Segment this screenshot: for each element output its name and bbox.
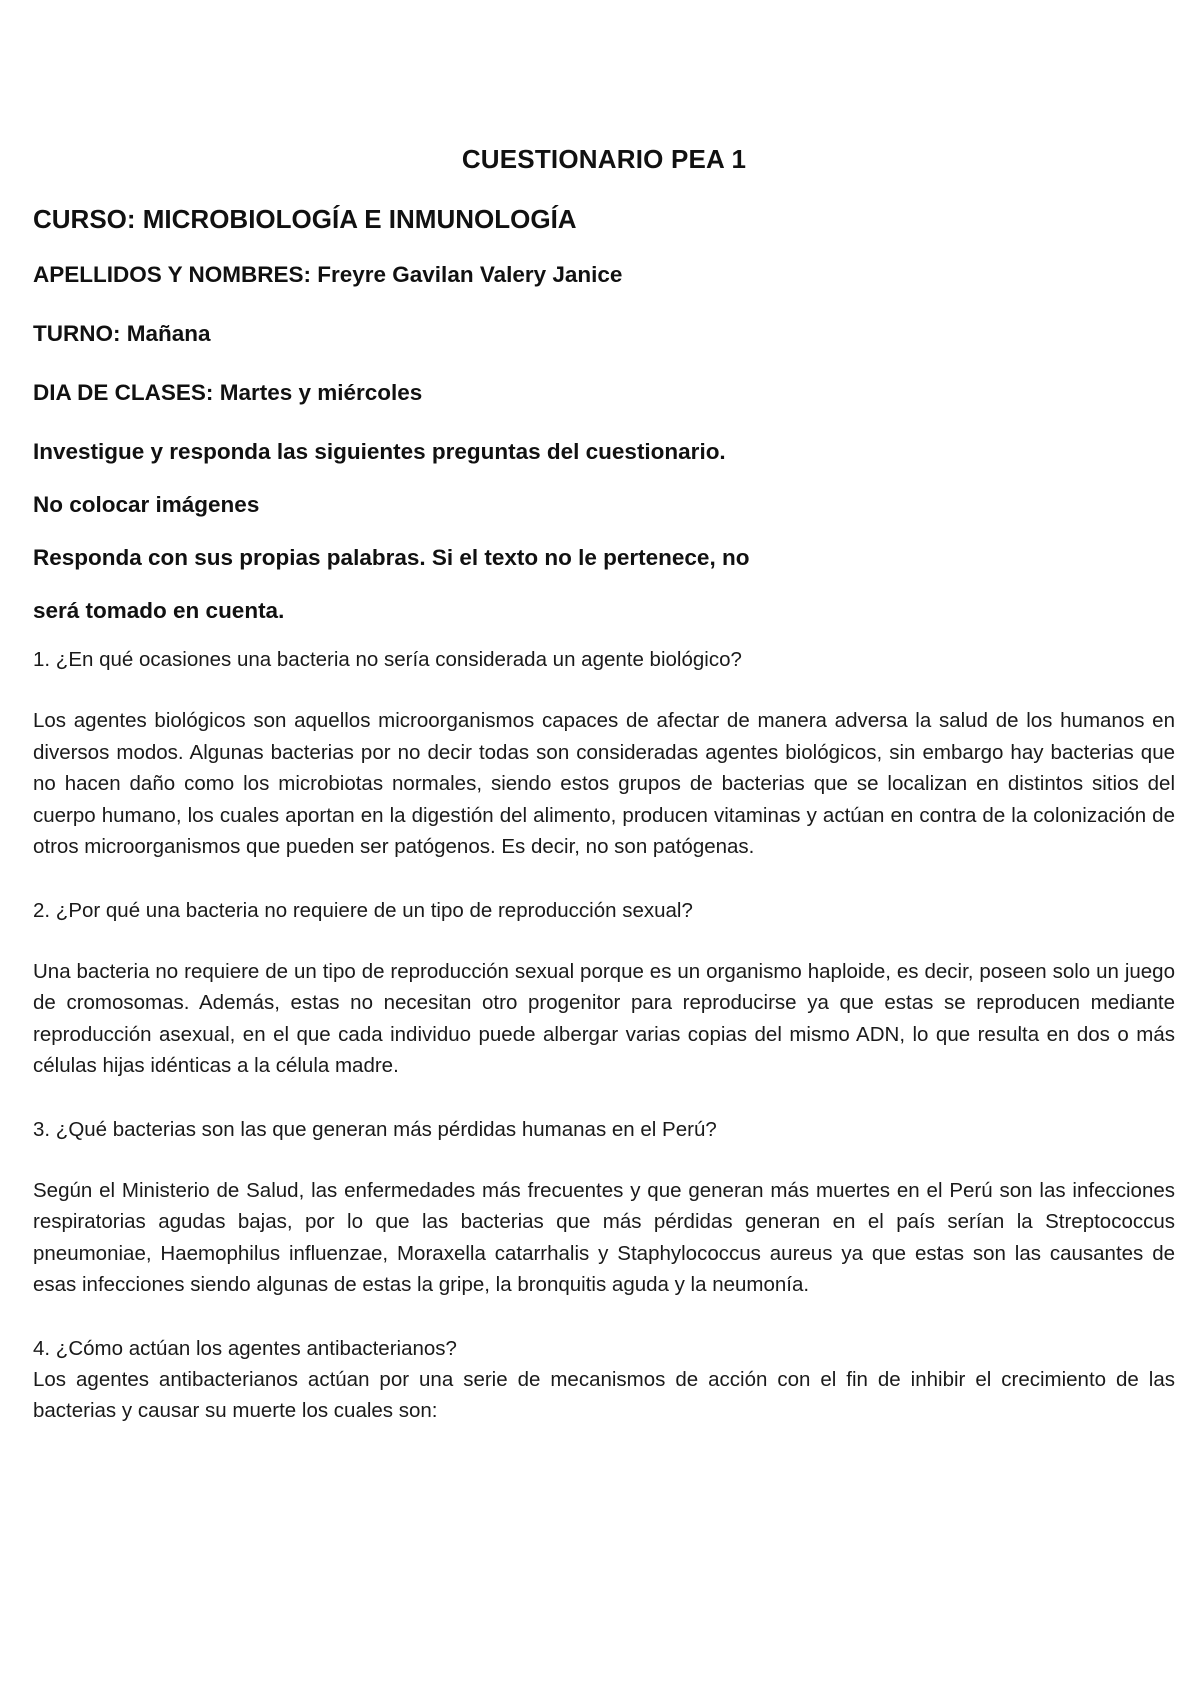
shift-value: Mañana bbox=[126, 321, 211, 346]
answer-4: Los agentes antibacterianos actúan por una serie de mecanismos de acción con el fin de inhibir el crecimiento de las bacterias y causar su muerte los cuales son: bbox=[33, 1367, 1175, 1422]
document-body bbox=[33, 143, 1175, 1460]
shift-line bbox=[33, 320, 1175, 348]
question-2: 2. ¿Por qué una bacteria no requiere de un tipo de reproducción sexual? bbox=[33, 898, 693, 922]
student-name-value: Freyre Gavilan Valery Janice bbox=[317, 262, 623, 287]
answer-1: Los agentes biológicos son aquellos microorganismos capaces de afectar de manera adversa la salud de los humanos en diversos modos. Algunas bacterias por no decir todas son consideradas agentes biológicos, sin embargo hay bacterias que no hacen daño como los microbiotas normales, siendo estos grupos de bacterias que se localizan en distintos sitios del cuerpo humano, los cuales aportan en la digestión del alimento, producen vitaminas y actúan en contra de la colonización de otros microorganismos que pueden ser patógenos. Es decir, no son patógenas. bbox=[33, 709, 1175, 858]
instruction-line: No colocar imágenes bbox=[33, 492, 260, 517]
class-days-label: DIA DE CLASES: bbox=[33, 380, 214, 405]
question-3: 3. ¿Qué bacterias son las que generan más pérdidas humanas en el Perú? bbox=[33, 1117, 717, 1141]
student-name-line bbox=[33, 261, 1175, 289]
answer-2: Una bacteria no requiere de un tipo de reproducción sexual porque es un organismo haploide, es decir, poseen solo un juego de cromosomas. Además, estas no necesitan otro progenitor para reproducirse ya que estas se reproducen mediante reproducción asexual, en el que cada individuo puede albergar varias copias del mismo ADN, lo que resulta en dos o más células hijas idénticas a la célula madre. bbox=[33, 959, 1175, 1077]
question-4: 4. ¿Cómo actúan los agentes antibacterianos? bbox=[33, 1336, 457, 1360]
question-1: 1. ¿En qué ocasiones una bacteria no sería considerada un agente biológico? bbox=[33, 648, 742, 671]
class-days-line bbox=[33, 379, 1175, 407]
answer-3: Según el Ministerio de Salud, las enfermedades más frecuentes y que generan más muertes en el Perú son las infecciones respiratorias agudas bajas, por lo que las bacterias que más pérdidas generan en el país serían la Streptococcus pneumoniae, Haemophilus influenzae, Moraxella catarrhalis y Staphylococcus aureus ya que estas son las causantes de esas infecciones siendo algunas de estas la gripe, la bronquitis aguda y la neumonía. bbox=[33, 1178, 1175, 1296]
student-name-label: APELLIDOS Y NOMBRES: bbox=[33, 262, 311, 287]
instruction-line: Responda con sus propias palabras. Si el texto no le pertenece, no bbox=[33, 545, 750, 570]
course-heading: CURSO: MICROBIOLOGÍA E INMUNOLOGÍA bbox=[33, 204, 577, 234]
instruction-line: será tomado en cuenta. bbox=[33, 598, 285, 623]
class-days-value: Martes y miércoles bbox=[219, 380, 423, 405]
instruction-line: Investigue y responda las siguientes preguntas del cuestionario. bbox=[33, 439, 726, 464]
shift-label: TURNO: bbox=[33, 321, 121, 346]
document-title: CUESTIONARIO PEA 1 bbox=[461, 144, 747, 174]
